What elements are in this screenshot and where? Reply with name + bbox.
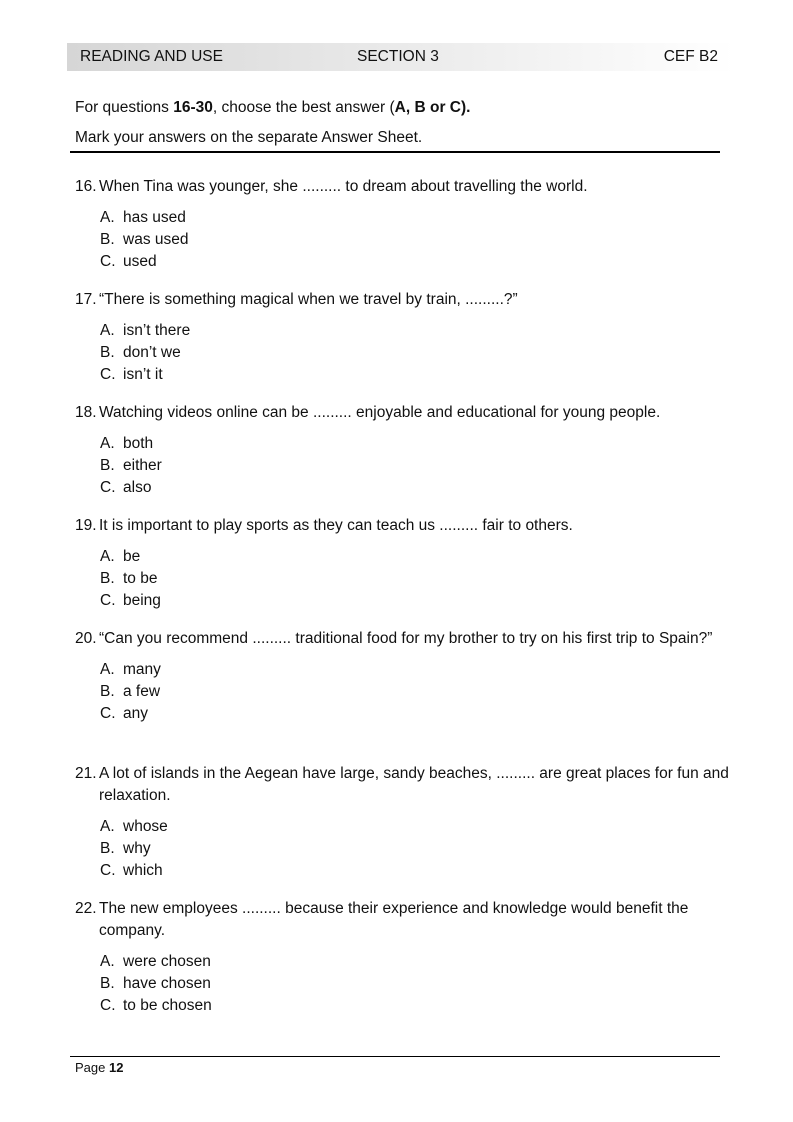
question-21 [75,763,735,882]
answer-choices: A, B or C). [394,99,471,116]
option-letter: B. [100,840,115,857]
option-c[interactable] [100,251,735,273]
option-a[interactable] [100,320,735,342]
page-footer [75,1060,123,1075]
option-letter: A. [100,322,115,339]
option-text: has used [123,209,186,226]
question-18 [75,402,735,499]
question-number: 17. [75,291,97,308]
option-a[interactable] [100,546,735,568]
question-number: 21. [75,765,97,782]
option-text: isn’t there [123,322,191,339]
option-letter: C. [100,253,116,270]
option-text: either [123,457,162,474]
option-text: being [123,592,161,609]
option-c[interactable] [100,860,735,882]
option-letter: B. [100,344,115,361]
option-letter: C. [100,705,116,722]
instructions [75,99,471,146]
question-number: 22. [75,900,97,917]
option-text: don’t we [123,344,181,361]
option-b[interactable] [100,568,735,590]
header-bar [67,43,735,71]
header-level: CEF B2 [663,48,718,65]
options-list [75,659,735,725]
option-text: many [123,661,161,678]
options-list [75,951,735,1017]
instructions-line-2: Mark your answers on the separate Answer Sheet. [75,129,423,146]
option-text: also [123,479,152,496]
option-a[interactable] [100,816,735,838]
question-text: “There is something magical when we travel by train, .........?” [99,291,518,308]
option-letter: C. [100,862,116,879]
question-text: A lot of islands in the Aegean have large, sandy beaches, ......... are great places for fun and relaxation. [99,765,729,804]
option-a[interactable] [100,659,735,681]
option-letter: B. [100,683,115,700]
option-text: any [123,705,148,722]
option-text: a few [123,683,161,700]
option-letter: A. [100,661,115,678]
option-letter: A. [100,209,115,226]
option-b[interactable] [100,455,735,477]
option-letter: B. [100,457,115,474]
question-text: Watching videos online can be ......... enjoyable and educational for young people. [99,404,661,421]
instructions-text: For questions [75,99,174,116]
option-a[interactable] [100,951,735,973]
option-c[interactable] [100,477,735,499]
option-b[interactable] [100,229,735,251]
question-text: It is important to play sports as they can teach us ......... fair to others. [99,517,573,534]
option-text: was used [123,231,189,248]
option-a[interactable] [100,207,735,229]
options-list [75,546,735,612]
option-c[interactable] [100,364,735,386]
question-text: “Can you recommend ......... traditional food for my brother to try on his first trip to Spain?” [99,630,713,647]
option-text: to be chosen [123,997,212,1014]
header-section-number: SECTION 3 [357,48,439,65]
option-b[interactable] [100,973,735,995]
option-letter: A. [100,548,115,565]
question-16 [75,176,735,273]
option-c[interactable] [100,703,735,725]
option-a[interactable] [100,433,735,455]
divider [70,151,720,153]
question-number: 19. [75,517,97,534]
question-text: The new employees ......... because their experience and knowledge would benefit the company. [99,900,689,939]
options-list [75,207,735,273]
option-letter: A. [100,435,115,452]
option-c[interactable] [100,590,735,612]
options-list [75,816,735,882]
question-22 [75,898,735,1017]
option-b[interactable] [100,342,735,364]
header-section-name: READING AND USE [80,48,223,65]
question-number: 18. [75,404,97,421]
option-text: both [123,435,154,452]
page-number: 12 [108,1060,124,1075]
question-text: When Tina was younger, she ......... to dream about travelling the world. [99,178,588,195]
question-number: 16. [75,178,97,195]
question-number: 20. [75,630,97,647]
option-text: to be [123,570,158,587]
option-letter: A. [100,953,115,970]
instructions-text: , choose the best answer ( [212,99,395,116]
option-text: have chosen [123,975,211,992]
option-text: isn’t it [123,366,163,383]
option-letter: B. [100,570,115,587]
instructions-line-1 [75,99,470,121]
option-text: whose [123,818,168,835]
question-20 [75,628,735,725]
option-letter: C. [100,592,116,609]
option-text: used [123,253,157,270]
option-b[interactable] [100,681,735,703]
option-letter: B. [100,231,115,248]
option-letter: C. [100,997,116,1014]
option-c[interactable] [100,995,735,1017]
question-17 [75,289,735,386]
options-list [75,433,735,499]
option-letter: C. [100,479,116,496]
option-letter: B. [100,975,115,992]
question-19 [75,515,735,612]
option-text: be [123,548,141,565]
option-text: were chosen [123,953,211,970]
page-label: Page [75,1060,109,1075]
options-list [75,320,735,386]
option-letter: C. [100,366,116,383]
question-range: 16-30 [173,99,213,116]
option-letter: A. [100,818,115,835]
option-text: which [123,862,163,879]
option-text: why [123,840,151,857]
option-b[interactable] [100,838,735,860]
footer-divider [70,1056,720,1057]
